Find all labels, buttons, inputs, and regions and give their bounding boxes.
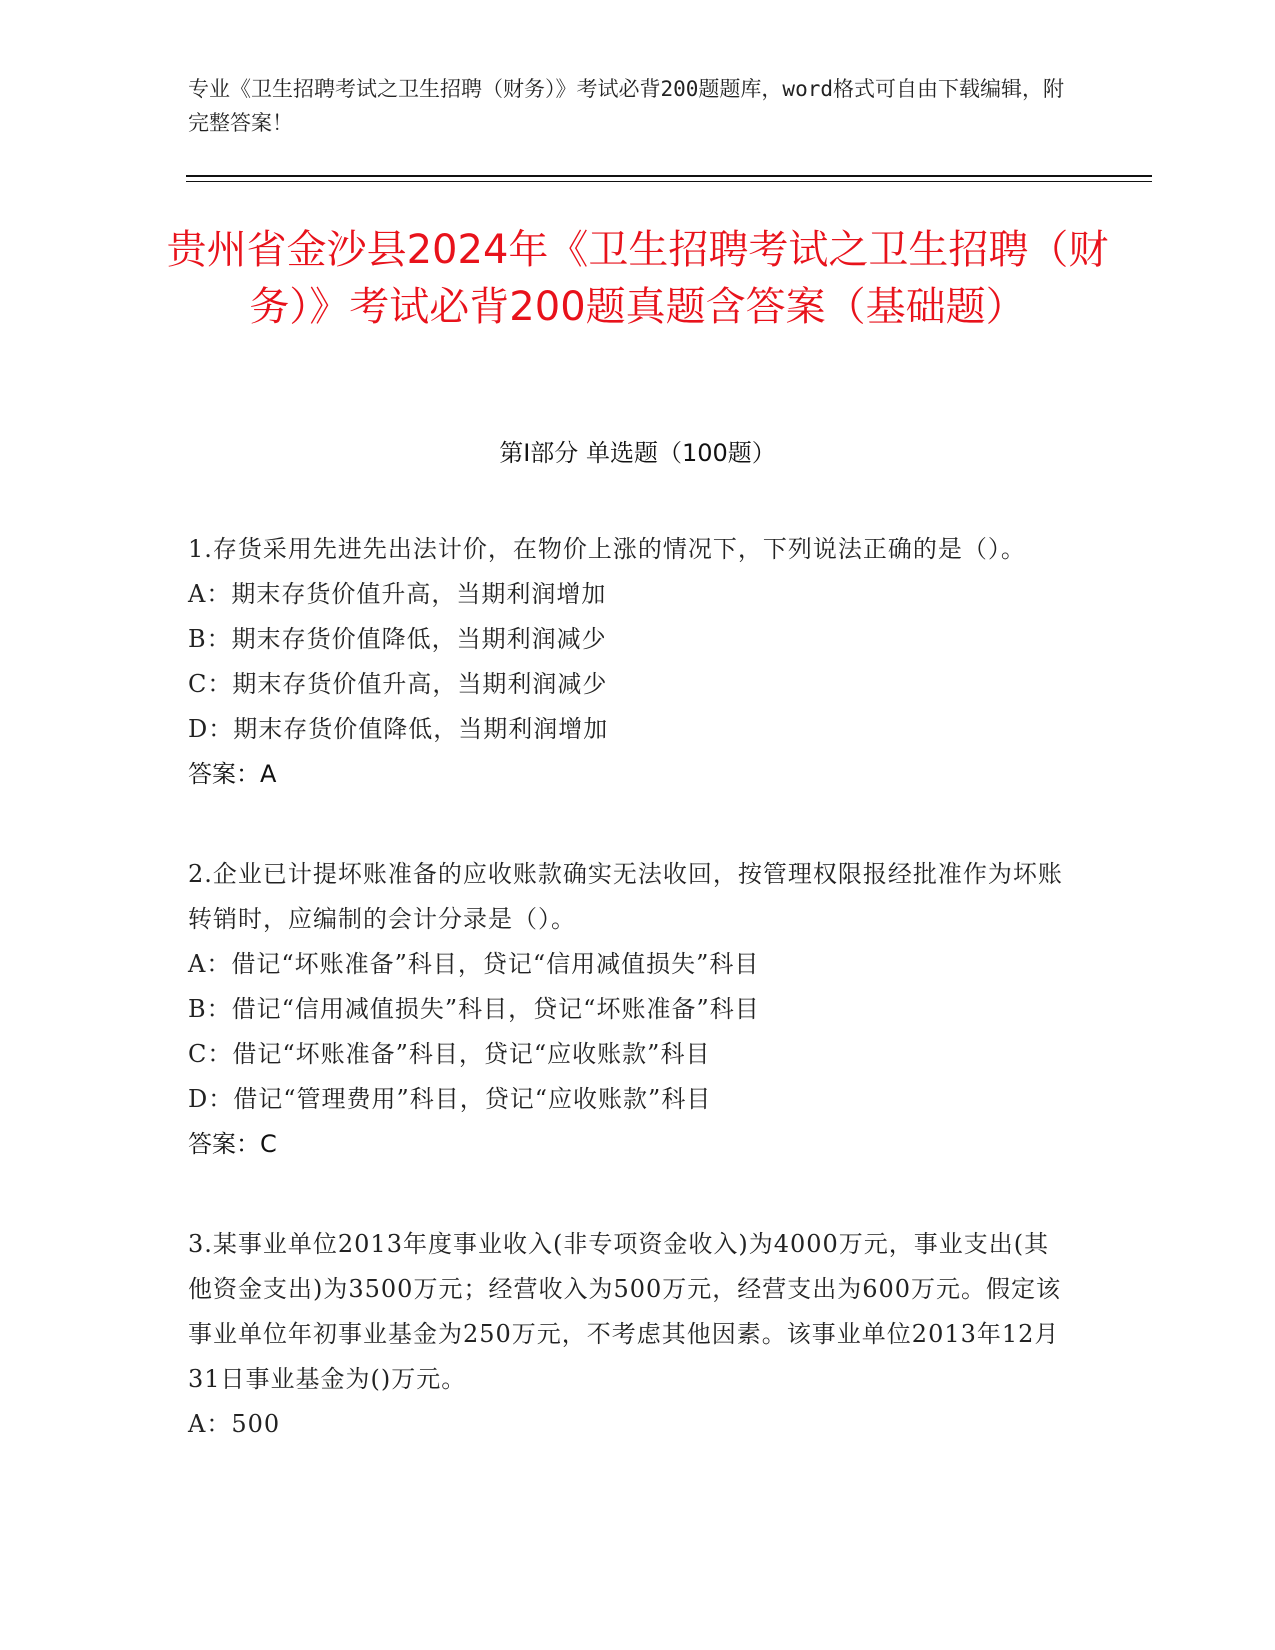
option-a: A：借记“坏账准备”科目，贷记“信用减值损失”科目 bbox=[188, 950, 760, 978]
question-stem: 1.存货采用先进先出法计价，在物价上涨的情况下，下列说法正确的是（）。 bbox=[188, 535, 1026, 563]
answer: 答案：A bbox=[188, 760, 277, 788]
option-b: B：借记“信用减值损失”科目，贷记“坏账准备”科目 bbox=[188, 995, 760, 1023]
option-a: A：500 bbox=[188, 1410, 281, 1438]
option-c: C：借记“坏账准备”科目，贷记“应收账款”科目 bbox=[188, 1040, 711, 1068]
question-1 bbox=[188, 527, 1068, 797]
question-2 bbox=[188, 852, 1068, 1167]
question-3 bbox=[188, 1222, 1068, 1447]
option-a: A：期末存货价值升高，当期利润增加 bbox=[188, 580, 607, 608]
header-rule-thick bbox=[186, 175, 1152, 177]
option-b: B：期末存货价值降低，当期利润减少 bbox=[188, 625, 607, 653]
answer: 答案：C bbox=[188, 1130, 277, 1158]
option-d: D：期末存货价值降低，当期利润增加 bbox=[188, 715, 609, 743]
document-title: 贵州省金沙县2024年《卫生招聘考试之卫生招聘（财务）》考试必背200题真题含答案（基础题） bbox=[166, 227, 1109, 330]
option-c: C：期末存货价值升高，当期利润减少 bbox=[188, 670, 608, 698]
header-note: 专业《卫生招聘考试之卫生招聘（财务）》考试必背200题题库，word格式可自由下载编辑，附完整答案！ bbox=[188, 77, 1064, 135]
question-list bbox=[188, 527, 1068, 1502]
question-stem: 2.企业已计提坏账准备的应收账款确实无法收回，按管理权限报经批准作为坏账转销时，应编制的会计分录是（）。 bbox=[188, 860, 1063, 933]
question-stem: 3.某事业单位2013年度事业收入(非专项资金收入)为4000万元，事业支出(其他资金支出)为3500万元；经营收入为500万元，经营支出为600万元。假定该事业单位年初事业基金为250万元，不考虑其他因素。该事业单位2013年12月31日事业基金为()万元。 bbox=[188, 1230, 1062, 1393]
section-heading: 第Ⅰ部分 单选题（100题） bbox=[499, 439, 776, 467]
header-rule-thin bbox=[186, 181, 1152, 182]
option-d: D：借记“管理费用”科目，贷记“应收账款”科目 bbox=[188, 1085, 712, 1113]
